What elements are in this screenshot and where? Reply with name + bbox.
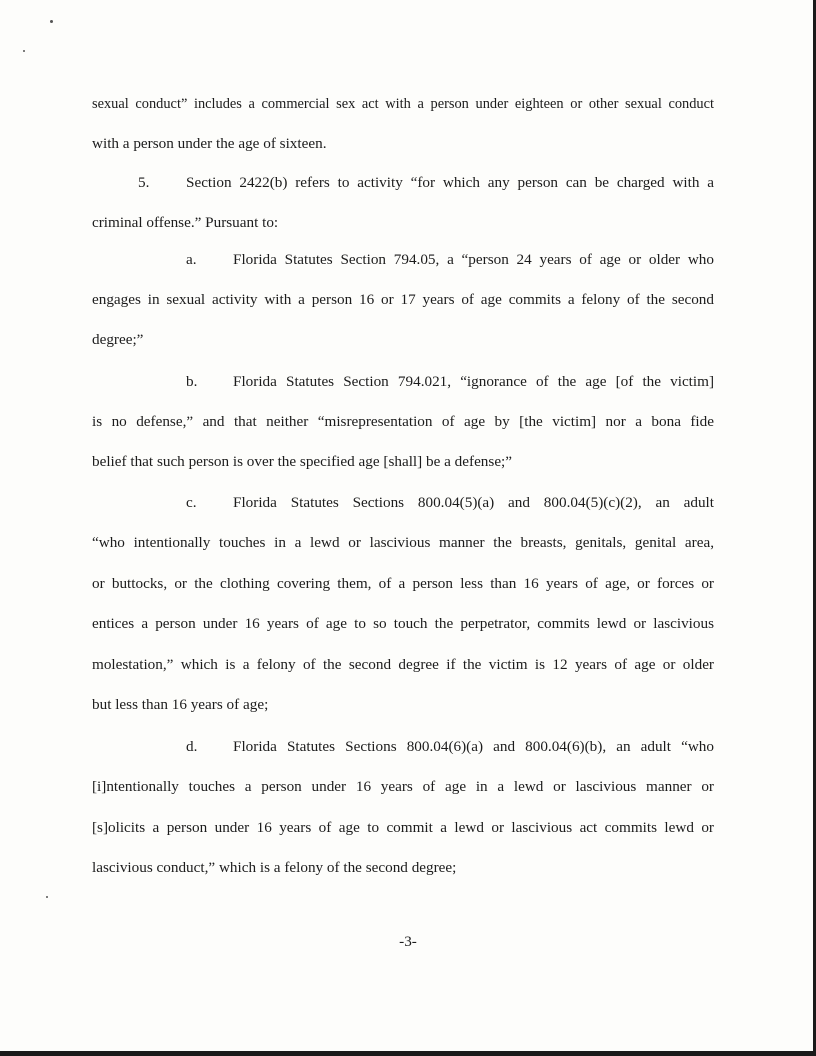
paragraph-number: 5. [138, 174, 150, 191]
scan-speck [50, 20, 53, 23]
item-b-line-3: belief that such person is over the specified age [shall] be a defense;” [92, 453, 513, 470]
item-d-line-1: Florida Statutes Sections 800.04(6)(a) and 800.04(6)(b), an adult “who [233, 738, 714, 755]
item-b-line-1: Florida Statutes Section 794.021, “ignorance of the age [of the victim] [233, 373, 714, 390]
item-a-line-3: degree;” [92, 331, 144, 348]
item-c-line-5: molestation,” which is a felony of the second degree if the victim is 12 years of age or older [92, 656, 714, 673]
page-number: -3- [399, 933, 417, 950]
item-c-line-6: but less than 16 years of age; [92, 696, 269, 713]
item-c-line-2: “who intentionally touches in a lewd or lascivious manner the breasts, genitals, genital area, [92, 534, 714, 551]
paragraph-5-line-1: Section 2422(b) refers to activity “for which any person can be charged with a [186, 174, 714, 191]
item-b-line-2: is no defense,” and that neither “misrepresentation of age by [the victim] nor a bona fide [92, 413, 714, 430]
item-letter-c: c. [186, 494, 197, 511]
intro-line-2: with a person under the age of sixteen. [92, 135, 327, 152]
item-a-line-2: engages in sexual activity with a person 16 or 17 years of age commits a felony of the second [92, 291, 714, 308]
item-letter-d: d. [186, 738, 198, 755]
item-c-line-1: Florida Statutes Sections 800.04(5)(a) and 800.04(5)(c)(2), an adult [233, 494, 714, 511]
item-letter-a: a. [186, 251, 197, 268]
scan-speck [23, 50, 25, 52]
item-a-line-1: Florida Statutes Section 794.05, a “person 24 years of age or older who [233, 251, 714, 268]
paragraph-5-line-2: criminal offense.” Pursuant to: [92, 214, 279, 231]
item-c-line-4: entices a person under 16 years of age to so touch the perpetrator, commits lewd or lascivious [92, 615, 714, 632]
item-d-line-2: [i]ntentionally touches a person under 16 years of age in a lewd or lascivious manner or [92, 778, 714, 795]
item-c-line-3: or buttocks, or the clothing covering them, of a person less than 16 years of age, or forces or [92, 575, 714, 592]
item-d-line-4: lascivious conduct,” which is a felony of the second degree; [92, 859, 457, 876]
item-letter-b: b. [186, 373, 198, 390]
intro-line-1: sexual conduct” includes a commercial sex act with a person under eighteen or other sexual conduct [92, 96, 714, 112]
scan-speck [46, 896, 48, 898]
item-d-line-3: [s]olicits a person under 16 years of age to commit a lewd or lascivious act commits lewd or [92, 819, 714, 836]
